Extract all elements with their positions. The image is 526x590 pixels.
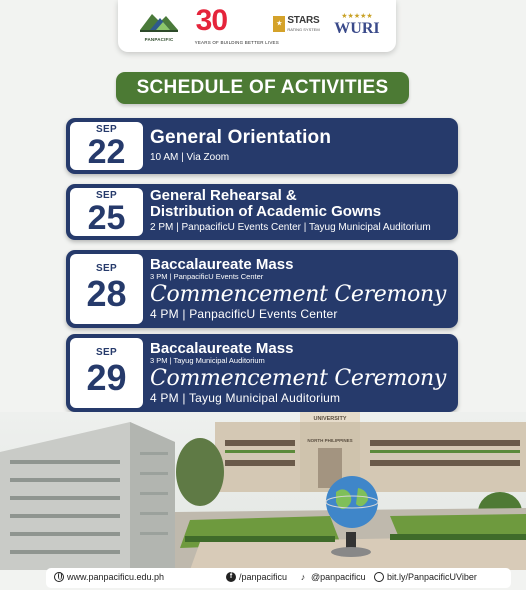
facebook-text: /panpacificu: [239, 572, 288, 582]
website-text: www.panpacificu.edu.ph: [67, 572, 165, 582]
event-title: Baccalaureate Mass: [150, 256, 294, 273]
campus-illustration: [0, 412, 526, 570]
facebook-link[interactable]: [226, 572, 287, 582]
event-title-line1: General Rehearsal &: [150, 187, 297, 204]
wuri-logo: [334, 11, 380, 41]
schedule-title: SCHEDULE OF ACTIVITIES: [116, 72, 409, 104]
date-month: SEP: [96, 347, 117, 358]
event-card-sep-25: [66, 184, 458, 240]
date-badge: [70, 338, 143, 408]
viber-link[interactable]: [374, 572, 477, 582]
date-day: 25: [87, 199, 126, 237]
event-title-line2: Distribution of Academic Gowns: [150, 203, 382, 220]
commencement-script: Commencement Ceremony: [150, 366, 447, 391]
anniversary-tagline: YEARS OF BUILDING BETTER LIVES: [194, 40, 279, 45]
event-detail-2: 4 PM | Tayug Municipal Auditorium: [150, 391, 341, 405]
event-detail: 3 PM | Tayug Municipal Auditorium: [150, 356, 265, 365]
wuri-stars: ★★★★★: [341, 13, 373, 20]
footer-bar: [46, 568, 511, 588]
stars-sub: RATING SYSTEM: [287, 27, 320, 32]
stars-badge-icon: ★: [273, 16, 285, 32]
event-card-sep-22: [66, 118, 458, 174]
event-detail: 3 PM | PanpacificU Events Center: [150, 272, 264, 281]
logo-bar: [118, 0, 396, 52]
campus-sign: UNIVERSITY: [313, 416, 347, 422]
date-badge: [70, 188, 143, 236]
date-badge: [70, 254, 143, 324]
date-day: 22: [87, 133, 126, 171]
viber-text: bit.ly/PanpacificUViber: [387, 572, 477, 582]
event-card-sep-29: [66, 334, 458, 412]
commencement-script: Commencement Ceremony: [150, 282, 447, 307]
event-title: Baccalaureate Mass: [150, 340, 294, 357]
campus-sign-2: NORTH PHILIPPINES: [307, 438, 353, 443]
stars-rating-logo: [273, 11, 321, 41]
date-day: 28: [86, 273, 127, 314]
viber-icon: [374, 572, 384, 582]
event-detail-2: 4 PM | PanpacificU Events Center: [150, 307, 338, 321]
date-month: SEP: [96, 263, 117, 274]
facebook-icon: f: [226, 572, 236, 582]
date-badge: [70, 122, 143, 170]
wuri-name: WURI: [334, 20, 380, 37]
date-month: SEP: [96, 124, 117, 135]
globe-icon: [54, 572, 64, 582]
event-title: General Orientation: [150, 127, 332, 148]
panpacific-logo: [136, 4, 182, 48]
30-years-logo: [194, 4, 279, 48]
anniversary-number: 30: [195, 4, 228, 37]
tiktok-icon: ♪: [300, 572, 306, 582]
tiktok-text: @panpacificu: [311, 572, 366, 582]
date-month: SEP: [96, 190, 117, 201]
date-day: 29: [86, 357, 127, 398]
stars-name: STARS: [287, 15, 320, 26]
event-detail: 2 PM | PanpacificU Events Center | Tayug Municipal Auditorium: [150, 222, 431, 233]
event-card-sep-28: [66, 250, 458, 328]
event-detail: 10 AM | Via Zoom: [150, 152, 230, 163]
panpacific-name: PANPACIFIC: [144, 37, 174, 42]
website-link[interactable]: [54, 572, 164, 582]
tiktok-link[interactable]: [298, 572, 366, 582]
